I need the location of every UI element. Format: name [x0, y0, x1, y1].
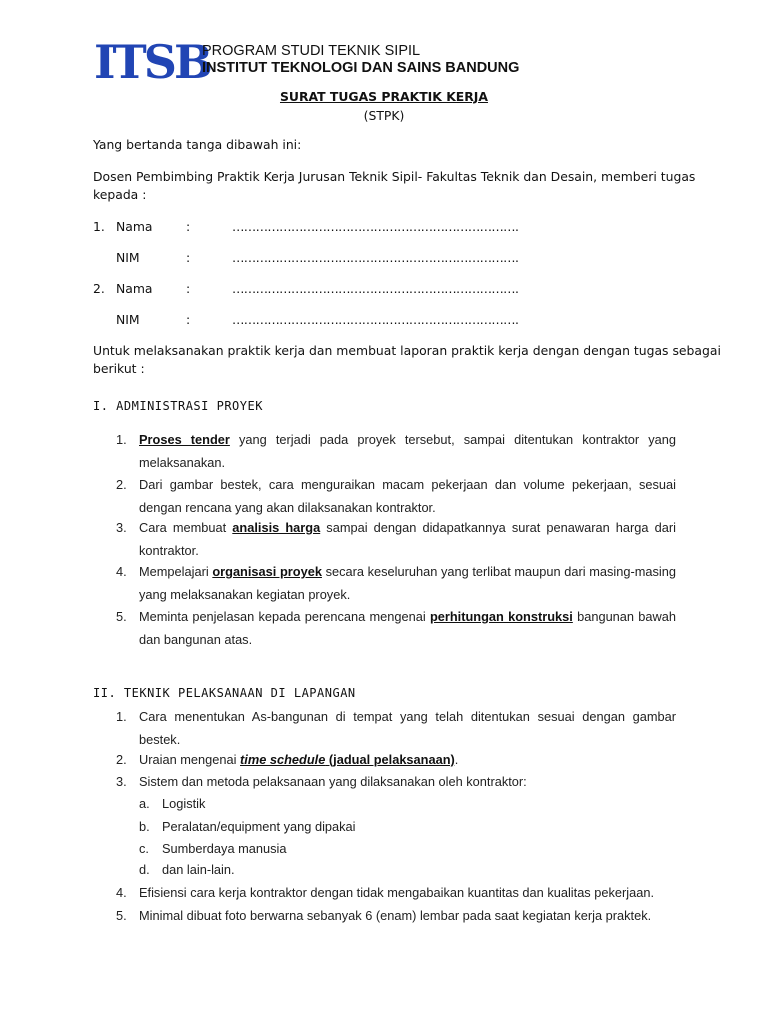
field-label: Nama: [116, 219, 153, 234]
blank-field[interactable]: ……………………………………………………………….: [232, 312, 519, 327]
sub-item-letter: b.: [139, 819, 150, 834]
key-term: organisasi proyek: [212, 564, 322, 579]
item-text: Uraian mengenai: [139, 752, 241, 767]
item-number: 5.: [116, 908, 127, 923]
item-number: 5.: [116, 609, 127, 624]
item-text: secara keseluruhan yang terlibat maupun dari masing-masing yang melaksanakan kegiatan proyek.: [139, 564, 676, 602]
task-intro-line-1: Untuk melaksanakan praktik kerja dan membuat laporan praktik kerja dengan dengan tugas sebagai: [93, 343, 721, 358]
sub-item-letter: a.: [139, 796, 150, 811]
document-abbrev: (STPK): [363, 108, 405, 123]
sub-list-item: [139, 859, 235, 881]
item-number: 4.: [116, 564, 127, 579]
field-colon: :: [186, 250, 191, 265]
section-heading: II. TEKNIK PELAKSANAAN DI LAPANGAN: [93, 686, 356, 700]
item-text: Cara membuat: [139, 520, 233, 535]
list-item: [116, 905, 676, 928]
list-item: [116, 474, 676, 519]
item-text: Sistem dan metoda pelaksanaan yang dilaksanakan oleh kontraktor:: [139, 774, 527, 789]
item-text: yang terjadi pada proyek tersebut, sampai ditentukan kontraktor yang melaksanakan.: [139, 432, 676, 470]
item-text: bangunan bawah dan bangunan atas.: [139, 609, 677, 647]
field-label: NIM: [116, 312, 140, 327]
item-number: 3.: [116, 520, 127, 535]
blank-field[interactable]: ……………………………………………………………….: [232, 219, 519, 234]
itsb-logo: [94, 35, 210, 89]
logo-lettering: ITSB: [94, 35, 210, 89]
item-text: sampai dengan didapatkannya surat penawaran harga dari kontraktor.: [139, 520, 676, 558]
blank-field[interactable]: ……………………………………………………………….: [232, 250, 519, 265]
list-item: [116, 429, 676, 474]
student-number: 1.: [93, 219, 105, 234]
list-item: [116, 771, 676, 794]
sub-list-item: [139, 816, 356, 838]
sub-list-item: [139, 838, 286, 860]
program-name: PROGRAM STUDI TEKNIK SIPIL: [202, 43, 421, 59]
sub-item-letter: d.: [139, 862, 150, 877]
list-item: [116, 561, 676, 606]
key-term: perhitungan konstruksi: [429, 609, 573, 624]
blank-field[interactable]: ……………………………………………………………….: [232, 281, 519, 296]
item-text: Dari gambar bestek, cara menguraikan macam pekerjaan dan volume pekerjaan, sesuai dengan rencana yang akan dilaksanakan kontraktor.: [139, 477, 676, 515]
field-label: NIM: [116, 250, 140, 265]
item-text: Minimal dibuat foto berwarna sebanyak 6 (enam) lembar pada saat kegiatan kerja praktek.: [139, 908, 652, 923]
field-label: Nama: [116, 281, 153, 296]
item-number: 2.: [116, 477, 127, 492]
sub-item-text: Logistik: [162, 796, 206, 811]
task-intro-line-2: berikut :: [93, 361, 145, 376]
key-term: analisis harga: [232, 520, 321, 535]
list-item: [116, 517, 676, 562]
intro-text: Yang bertanda tanga dibawah ini:: [93, 137, 302, 152]
assignment-line-1: Dosen Pembimbing Praktik Kerja Jurusan Teknik Sipil- Fakultas Teknik dan Desain, memberi tugas: [93, 169, 696, 184]
item-text: Meminta penjelasan kepada perencana mengenai: [139, 609, 430, 624]
key-term: Proses tender: [139, 432, 230, 447]
list-item: [116, 606, 676, 651]
key-term-tail: (jadual pelaksanaan): [325, 752, 455, 767]
sub-list-item: [139, 793, 205, 815]
item-text: Efisiensi cara kerja kontraktor dengan tidak mengabaikan kuantitas dan kualitas pekerjaan.: [139, 885, 655, 900]
list-item: [116, 749, 676, 772]
item-text: Cara menentukan As-bangunan di tempat yang telah ditentukan sesuai dengan gambar bestek.: [139, 709, 676, 747]
item-number: 1.: [116, 709, 127, 724]
assignment-line-2: kepada :: [93, 187, 147, 202]
field-colon: :: [186, 219, 191, 234]
field-colon: :: [186, 281, 191, 296]
document-title: SURAT TUGAS PRAKTIK KERJA: [279, 89, 489, 104]
item-number: 1.: [116, 432, 127, 447]
sub-item-letter: c.: [139, 841, 149, 856]
item-text: .: [454, 752, 459, 767]
list-item: [116, 882, 676, 905]
student-number: 2.: [93, 281, 105, 296]
field-colon: :: [186, 312, 191, 327]
sub-item-text: dan lain-lain.: [162, 862, 235, 877]
key-term: time schedule: [240, 752, 326, 767]
item-number: 4.: [116, 885, 127, 900]
sub-item-text: Sumberdaya manusia: [162, 841, 287, 856]
institute-name: INSTITUT TEKNOLOGI DAN SAINS BANDUNG: [202, 60, 520, 76]
item-number: 3.: [116, 774, 127, 789]
list-item: [116, 706, 676, 751]
item-number: 2.: [116, 752, 127, 767]
section-heading: I. ADMINISTRASI PROYEK: [93, 399, 263, 413]
item-text: Mempelajari: [139, 564, 213, 579]
sub-item-text: Peralatan/equipment yang dipakai: [162, 819, 356, 834]
